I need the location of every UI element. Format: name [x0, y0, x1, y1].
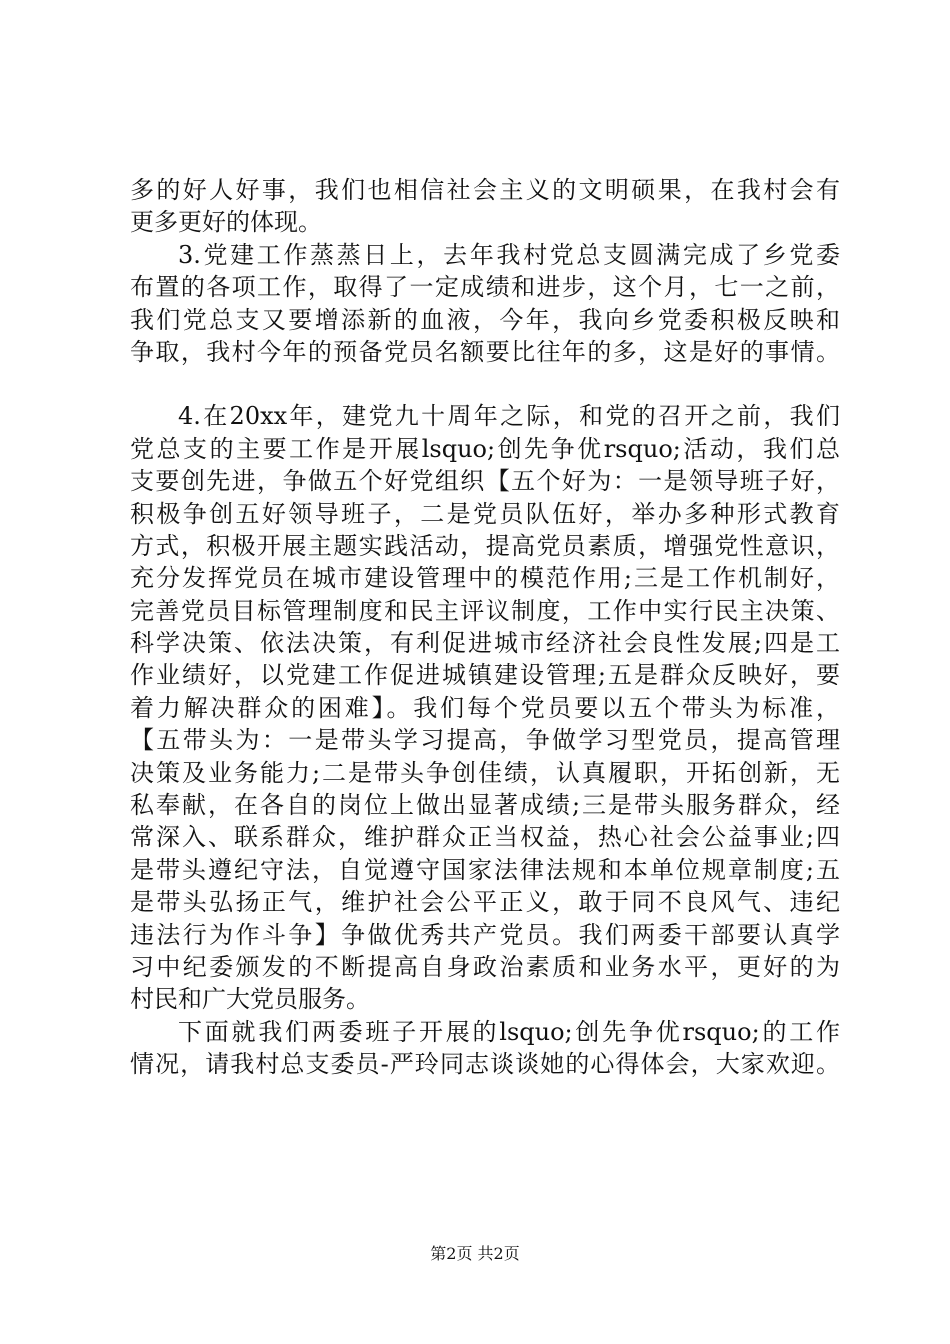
text-line: 更多更好的体现。	[130, 208, 322, 237]
text-line: 情况，请我村总支委员-严玲同志谈谈她的心得体会，大家欢迎。	[130, 1050, 840, 1079]
text-line: 常深入、联系群众，维护群众正当权益，热心社会公益事业;四	[130, 823, 840, 852]
text-line: 私奉献，在各自的岗位上做出显著成绩;三是带头服务群众，经	[130, 791, 840, 820]
text-line: 科学决策、依法决策，有利促进城市经济社会良性发展;四是工	[130, 629, 840, 658]
text-line: 下面就我们两委班子开展的lsquo;创先争优rsquo;的工作	[178, 1017, 840, 1046]
text-line: 党总支的主要工作是开展lsquo;创先争优rsquo;活动，我们总	[130, 434, 840, 463]
text-line: 方式，积极开展主题实践活动，提高党员素质，增强党性意识，	[130, 531, 840, 560]
paragraph	[130, 239, 840, 369]
text-line: 完善党员目标管理制度和民主评议制度，工作中实行民主决策、	[130, 596, 840, 625]
text-line: 积极争创五好领导班子，二是党员队伍好，举办多种形式教育	[130, 499, 840, 528]
text-line: 支要创先进，争做五个好党组织【五个好为：一是领导班子好，	[130, 467, 840, 496]
text-line: 习中纪委颁发的不断提高自身政治素质和业务水平，更好的为	[130, 952, 840, 981]
document-body	[130, 174, 840, 1081]
page-number-footer: 第2页 共2页	[430, 1244, 520, 1263]
text-line: 作业绩好，以党建工作促进城镇建设管理;五是群众反映好，要	[130, 661, 840, 690]
paragraph	[130, 1016, 840, 1081]
text-line: 决策及业务能力;二是带头争创佳绩，认真履职，开拓创新，无	[130, 758, 840, 787]
text-line: 4.在20xx年，建党九十周年之际，和党的召开之前，我们	[178, 402, 840, 431]
paragraph	[130, 174, 840, 239]
paragraph	[130, 400, 840, 1015]
text-line: 违法行为作斗争】争做优秀共产党员。我们两委干部要认真学	[130, 920, 840, 949]
text-line: 是带头弘扬正气，维护社会公平正义，敢于同不良风气、违纪	[130, 888, 840, 917]
text-line: 【五带头为：一是带头学习提高，争做学习型党员，提高管理	[130, 726, 840, 755]
text-line: 充分发挥党员在城市建设管理中的模范作用;三是工作机制好，	[130, 564, 840, 593]
text-line: 多的好人好事，我们也相信社会主义的文明硕果，在我村会有	[130, 176, 840, 204]
text-line: 着力解决群众的困难】。我们每个党员要以五个带头为标准，	[130, 693, 840, 722]
text-line: 3.党建工作蒸蒸日上，去年我村党总支圆满完成了乡党委	[178, 240, 840, 269]
paragraph-gap	[130, 368, 840, 400]
text-line: 是带头遵纪守法，自觉遵守国家法律法规和本单位规章制度;五	[130, 855, 840, 884]
text-line: 我们党总支又要增添新的血液，今年，我向乡党委积极反映和	[130, 305, 840, 334]
text-line: 村民和广大党员服务。	[130, 985, 370, 1014]
text-line: 争取，我村今年的预备党员名额要比往年的多，这是好的事情。	[130, 337, 840, 366]
text-line: 布置的各项工作，取得了一定成绩和进步，这个月，七一之前，	[130, 273, 840, 302]
